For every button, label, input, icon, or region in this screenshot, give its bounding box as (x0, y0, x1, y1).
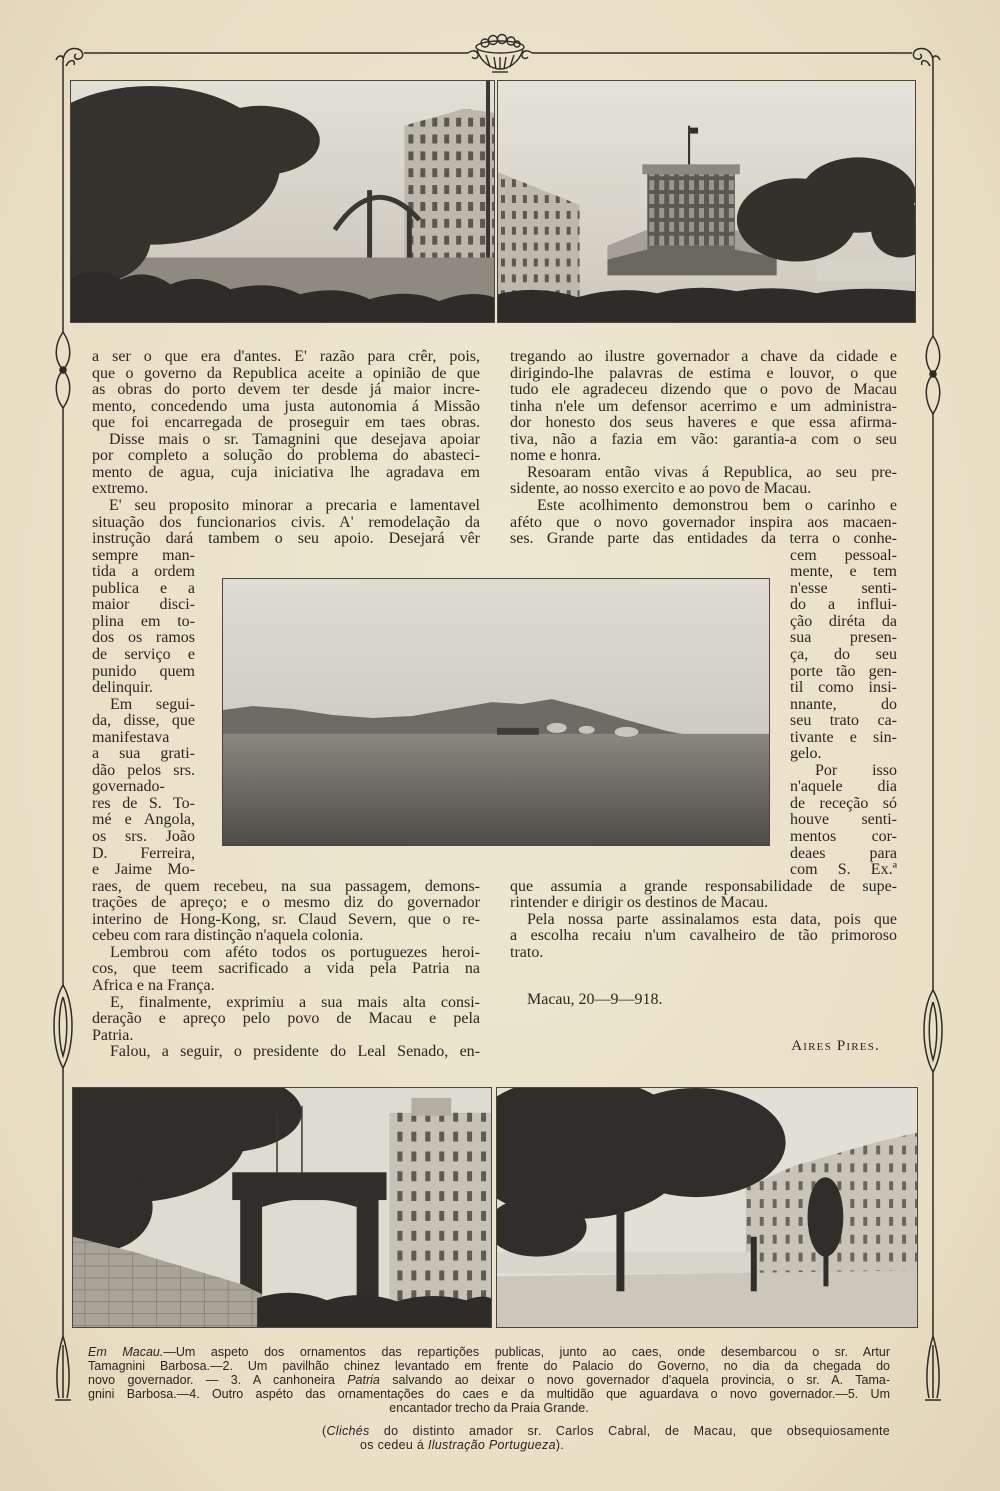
left-column-line: por completo a solução do problema do abasteci- (92, 447, 480, 465)
caption-line (88, 1345, 890, 1359)
left-column-line: as obras do porto devem ter desde já maior incre- (92, 381, 480, 399)
credit-publication: Ilustração Portugueza (427, 1438, 556, 1452)
right-column-line: rintender e dirigir os destinos de Macau. (510, 894, 769, 912)
right-column-line: ça, do seu (790, 645, 897, 663)
left-column-line: E, finalmente, exprimiu a sua mais alta consi- (110, 993, 480, 1011)
right-column-line: cem pessoal- (790, 546, 897, 564)
left-column-line: punido quem (92, 662, 195, 680)
left-column-line: raes, de quem recebeu, na sua passagem, demons- (92, 877, 480, 895)
left-column-line: Africa e na França. (92, 976, 215, 994)
dateline: Macau, 20—9—918. (527, 991, 663, 1008)
right-column-line: n'esse senti- (790, 579, 897, 597)
right-column-line: Este acolhimento demonstrou bem o carinho e (537, 497, 897, 514)
left-column-line: cebeu com rara distinção n'aquela colonia. (92, 927, 364, 945)
left-column-line: a ser o que era d'antes. E' razão para crêr, pois, (92, 348, 480, 365)
right-column-line: tivante e sin- (790, 728, 897, 746)
right-column-line: que assumia a grande responsabilidade de supe- (510, 877, 897, 895)
right-column-line: com S. Ex.ª (790, 861, 897, 879)
left-column-line: Lembrou com aféto todos os portuguezes heroi- (110, 943, 480, 961)
caption-ship-name: Patria (347, 1373, 380, 1387)
left-column-line: e Jaime Mo- (92, 861, 195, 879)
left-column-line: que o governo da Republica aceite a opinião de que (92, 364, 480, 382)
author-signature: Aires Pires. (791, 1038, 880, 1054)
right-column-line: til como insi- (790, 679, 897, 696)
left-column-line: dos os ramos (92, 629, 195, 647)
right-column-line: n'aquele dia (790, 778, 897, 796)
left-column-line: extremo. (92, 480, 149, 498)
left-column-line: situação dos funcionarios civis. A' remodelação da (92, 513, 480, 531)
left-column-line: Disse mais o sr. Tamagnini que desejava apoiar (109, 430, 480, 448)
caption-text: —Um aspeto dos ornamentos das repartições publicas, junto ao caes, onde desembarcou o sr. Artur (163, 1345, 891, 1359)
caption-line: gnini Barbosa.—4. Outro aspéto das ornamentações do caes e da multidão que aguardava o novo governador.—5. Um (88, 1387, 890, 1401)
left-column-line: da, disse, que (92, 712, 195, 730)
right-column-line: mente, e tem (790, 563, 897, 581)
photo-credit-line (322, 1424, 890, 1438)
photo-credit-line (360, 1438, 564, 1452)
right-column-line: de receção só (790, 794, 897, 812)
right-column-line: Pela nossa parte assinalamos esta data, pois que (527, 910, 897, 928)
right-column-line: Por isso (815, 761, 897, 779)
left-column-line: de serviço e (92, 645, 195, 663)
left-column-line: dão pelos srs. (92, 761, 195, 779)
left-column-line: res de S. To- (92, 794, 195, 812)
left-column-line: delinquir. (92, 679, 153, 696)
left-column-line: publica e a (92, 579, 195, 597)
right-column-line: tinha n'ele um defensor acerrimo e um administra- (510, 397, 897, 415)
credit-text: ( (322, 1424, 327, 1438)
right-column-line: tiva, não a fazia em vão: garantia-a com o seu (510, 430, 897, 448)
left-column-line: sempre man- (92, 546, 195, 564)
caption-text: salvando ao deixar o novo governador d'aquela provincia, o sr. A. Tama- (379, 1373, 890, 1387)
right-column-line: Resoaram então vivas á Republica, ao seu pre- (527, 463, 897, 481)
caption-line (88, 1373, 890, 1387)
left-column-line: instrução dará tambem o seu apoio. Desejará vêr (92, 530, 480, 547)
left-column-line: tida a ordem (92, 563, 195, 581)
left-column-line: plina em to- (92, 612, 195, 630)
right-column-line: sidente, ao nosso exercito e ao povo de Macau. (510, 480, 812, 498)
right-column-line: trato. (510, 943, 544, 961)
right-column-line: tregando ao ilustre governador a chave da cidade e (510, 348, 897, 365)
left-column-line: trações de apreço; e o mesmo diz do governador (92, 894, 480, 912)
right-column-line: mentos cor- (790, 828, 897, 845)
left-column-line: D. Ferreira, (92, 844, 195, 862)
left-column-line: Em segui- (110, 695, 195, 713)
left-column-line: cos, que teem sacrificado a vida pela Patria na (92, 960, 480, 978)
left-column-line: Patria. (92, 1026, 134, 1044)
left-column-line: Falou, a seguir, o presidente do Leal Senado, en- (110, 1043, 480, 1061)
right-column-line: sua presen- (790, 629, 897, 647)
left-column-line: que foi encarregada de proseguir em taes obras. (92, 414, 480, 432)
left-column-line: E' seu proposito minorar a precaria e lamentavel (109, 497, 480, 514)
right-column-line: dirigindo-lhe palavras de estima e louvor, o que (510, 364, 897, 382)
right-column-line: porte tão gen- (790, 662, 897, 680)
right-column-line: gelo. (790, 745, 822, 763)
caption-line: Tamagnini Barbosa.—2. Um pavilhão chinez levantado em frente do Palacio do Governo, no dia da chegada do (88, 1359, 890, 1373)
credit-italic: Clichés (326, 1424, 370, 1438)
left-column-line: manifestava (92, 728, 170, 746)
right-column-line: deaes para (790, 844, 897, 862)
right-column-line: ses. Grande parte das entidades da terra o conhe- (510, 530, 897, 547)
left-column-line: mento de agua, cuja iniciativa lhe agradava em (92, 463, 480, 481)
right-column-line: a escolha recaiu n'um cavalheiro de tão primoroso (510, 927, 897, 945)
right-column-line: seu trato ca- (790, 712, 897, 730)
right-column-line: do a influi- (790, 596, 897, 614)
right-column-line: ção diréta da (790, 612, 897, 630)
left-column-line: maior disci- (92, 596, 195, 614)
credit-text: do distinto amador sr. Carlos Cabral, de Macau, que obsequiosamente (369, 1424, 890, 1438)
credit-text: ). (555, 1438, 565, 1452)
caption-text: novo governador. — 3. A canhoneira (88, 1373, 348, 1387)
left-column-line: interino de Hong-Kong, sr. Claud Severn, que o re- (92, 910, 480, 928)
right-column-line: dor honesto dos seus haveres e que essa afirma- (510, 414, 897, 432)
left-column-line: deração e apreço pelo povo de Macau e pela (92, 1010, 480, 1027)
left-column-line: a sua grati- (92, 745, 195, 763)
left-column-line: governado- (92, 778, 165, 796)
right-column-line: tudo ele agradeceu dizendo que o povo de Macau (510, 381, 897, 399)
left-column-line: mé e Angola, (92, 811, 195, 829)
caption-place: Em Macau. (88, 1345, 164, 1359)
right-column-line: houve senti- (790, 811, 897, 829)
right-column-line: aféto que o novo governador inspira aos macaen- (510, 513, 897, 531)
caption-line: encantador trecho da Praia Grande. (389, 1401, 589, 1415)
left-column-line: os srs. João (92, 828, 195, 845)
right-column-line: nnante, do (790, 695, 897, 713)
right-column-line: nome e honra. (510, 447, 602, 465)
credit-text: os cedeu á (360, 1438, 428, 1452)
left-column-line: mento, concedendo uma justa autonomia á Missão (92, 397, 480, 415)
